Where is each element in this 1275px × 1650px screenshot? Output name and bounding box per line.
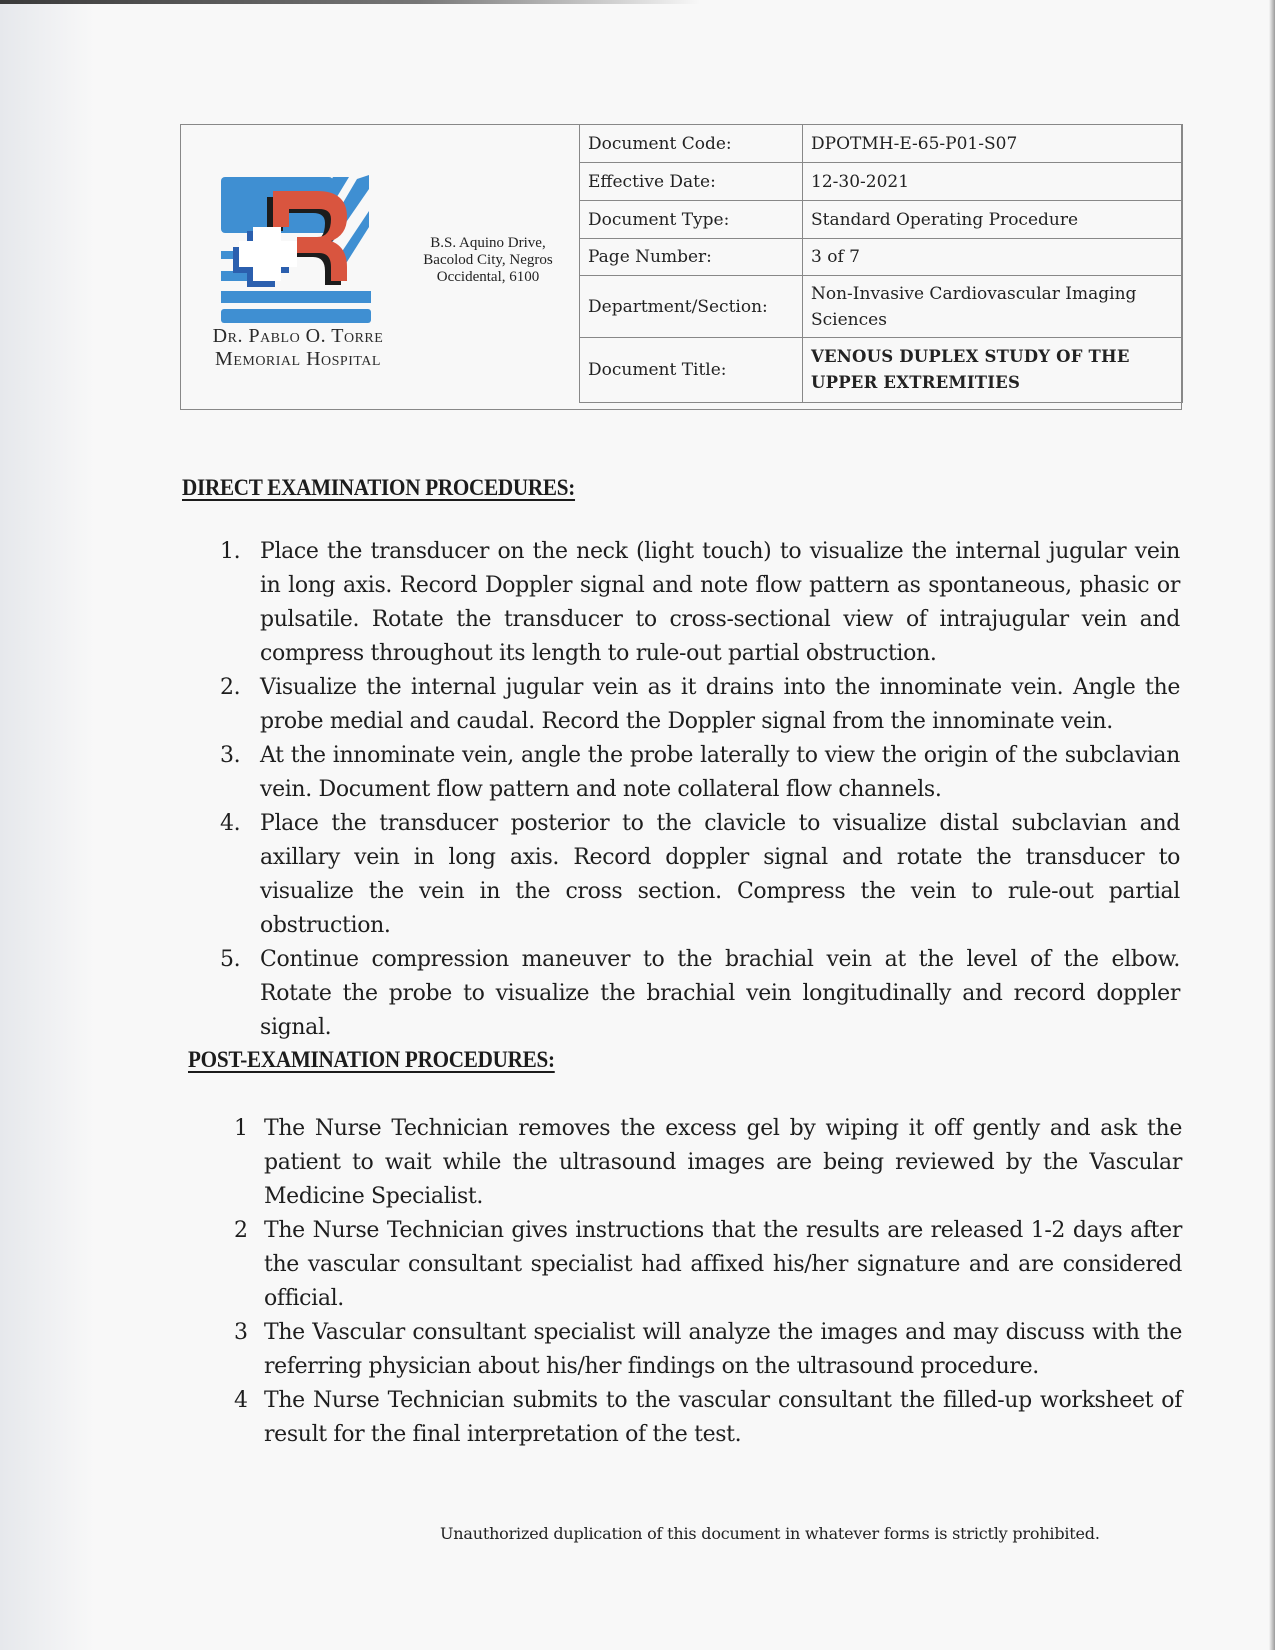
direct-examination-list: [220, 535, 1180, 1045]
item-number: 4.: [220, 811, 241, 836]
list-item: [234, 1112, 1182, 1214]
meta-value: Non-Invasive Cardiovascular Imaging Sciences: [803, 276, 1183, 338]
item-number: 1.: [220, 539, 241, 564]
document-meta-table: [579, 124, 1183, 403]
list-item: [220, 535, 1180, 671]
meta-label: Document Title:: [580, 338, 803, 403]
meta-value: 3 of 7: [803, 239, 1183, 276]
item-text: The Nurse Technician gives instructions that the results are released 1-2 days after the vascular consultant specialist had affixed his/her signature and are considered official.: [264, 1218, 1182, 1311]
meta-label: Page Number:: [580, 239, 803, 276]
meta-label: Effective Date:: [580, 163, 803, 201]
post-examination-list: [234, 1112, 1182, 1452]
hospital-name-line2: Memorial Hospital: [215, 348, 381, 370]
section-heading-post-examination: POST-EXAMINATION PROCEDURES:: [188, 1047, 555, 1072]
meta-row-page-number: [580, 239, 1183, 276]
meta-label: Document Type:: [580, 201, 803, 239]
list-item: [234, 1316, 1182, 1384]
item-text: The Vascular consultant specialist will analyze the images and may discuss with the referring physician about his/her findings on the ultrasound procedure.: [264, 1320, 1182, 1379]
hospital-address: B.S. Aquino Drive, Bacolod City, Negros Occidental, 6100: [423, 235, 553, 285]
list-item: [220, 671, 1180, 739]
meta-label: Document Code:: [580, 125, 803, 163]
meta-value: DPOTMH-E-65-P01-S07: [803, 125, 1183, 163]
section-heading-direct-examination: DIRECT EXAMINATION PROCEDURES:: [182, 475, 576, 500]
hospital-name: [193, 325, 403, 371]
list-item: [220, 807, 1180, 943]
item-text: Continue compression maneuver to the brachial vein at the level of the elbow. Rotate the probe to visualize the brachial vein longitudinally and record doppler signal.: [260, 947, 1180, 1040]
document-title: VENOUS DUPLEX STUDY OF THE UPPER EXTREMITIES: [803, 338, 1183, 403]
item-number: 2.: [220, 675, 241, 700]
meta-value: 12-30-2021: [803, 163, 1183, 201]
list-item: [220, 739, 1180, 807]
item-number: 4: [234, 1388, 248, 1413]
item-text: Place the transducer on the neck (light touch) to visualize the internal jugular vein in long axis. Record Doppler signal and note flow pattern as spontaneous, phasic or pulsatile. Rotate the transducer to cross-sectional view of intrajugular vein and compress throughout its length to rule-out partial obstruction.: [260, 539, 1180, 666]
item-number: 2: [234, 1218, 248, 1243]
document-header: [180, 124, 1182, 410]
meta-row-effective-date: [580, 163, 1183, 201]
scan-edge-top: [0, 0, 700, 4]
meta-row-document-type: [580, 201, 1183, 239]
logo-area: [181, 125, 579, 409]
meta-row-department: [580, 276, 1183, 338]
scan-shadow-right: [1269, 0, 1275, 1650]
item-text: The Nurse Technician submits to the vascular consultant the filled-up worksheet of result for the final interpretation of the test.: [264, 1388, 1182, 1447]
meta-row-document-title: [580, 338, 1183, 403]
list-item: [220, 943, 1180, 1045]
item-text: Visualize the internal jugular vein as it drains into the innominate vein. Angle the probe medial and caudal. Record the Doppler signal from the innominate vein.: [260, 675, 1180, 734]
item-text: Place the transducer posterior to the clavicle to visualize distal subclavian and axillary vein in long axis. Record doppler signal and rotate the transducer to visualize the vein in the cross section. Compress the vein to rule-out partial obstruction.: [260, 811, 1180, 938]
meta-value: Standard Operating Procedure: [803, 201, 1183, 239]
list-item: [234, 1384, 1182, 1452]
meta-row-document-code: [580, 125, 1183, 163]
hospital-name-line1: Dr. Pablo O. Torre: [212, 325, 384, 347]
meta-label: Department/Section:: [580, 276, 803, 338]
item-number: 3: [234, 1320, 248, 1345]
scan-shadow-left: [0, 0, 95, 1650]
item-number: 3.: [220, 743, 241, 768]
item-text: The Nurse Technician removes the excess gel by wiping it off gently and ask the patient to wait while the ultrasound images are being reviewed by the Vascular Medicine Specialist.: [264, 1116, 1182, 1209]
footer-notice: Unauthorized duplication of this document in whatever forms is strictly prohibited.: [440, 1524, 1100, 1543]
list-item: [234, 1214, 1182, 1316]
item-number: 5.: [220, 947, 241, 972]
hospital-logo-cross-r-icon: [217, 175, 375, 325]
item-number: 1: [234, 1116, 248, 1141]
item-text: At the innominate vein, angle the probe laterally to view the origin of the subclavian vein. Document flow pattern and note collateral flow channels.: [260, 743, 1180, 802]
